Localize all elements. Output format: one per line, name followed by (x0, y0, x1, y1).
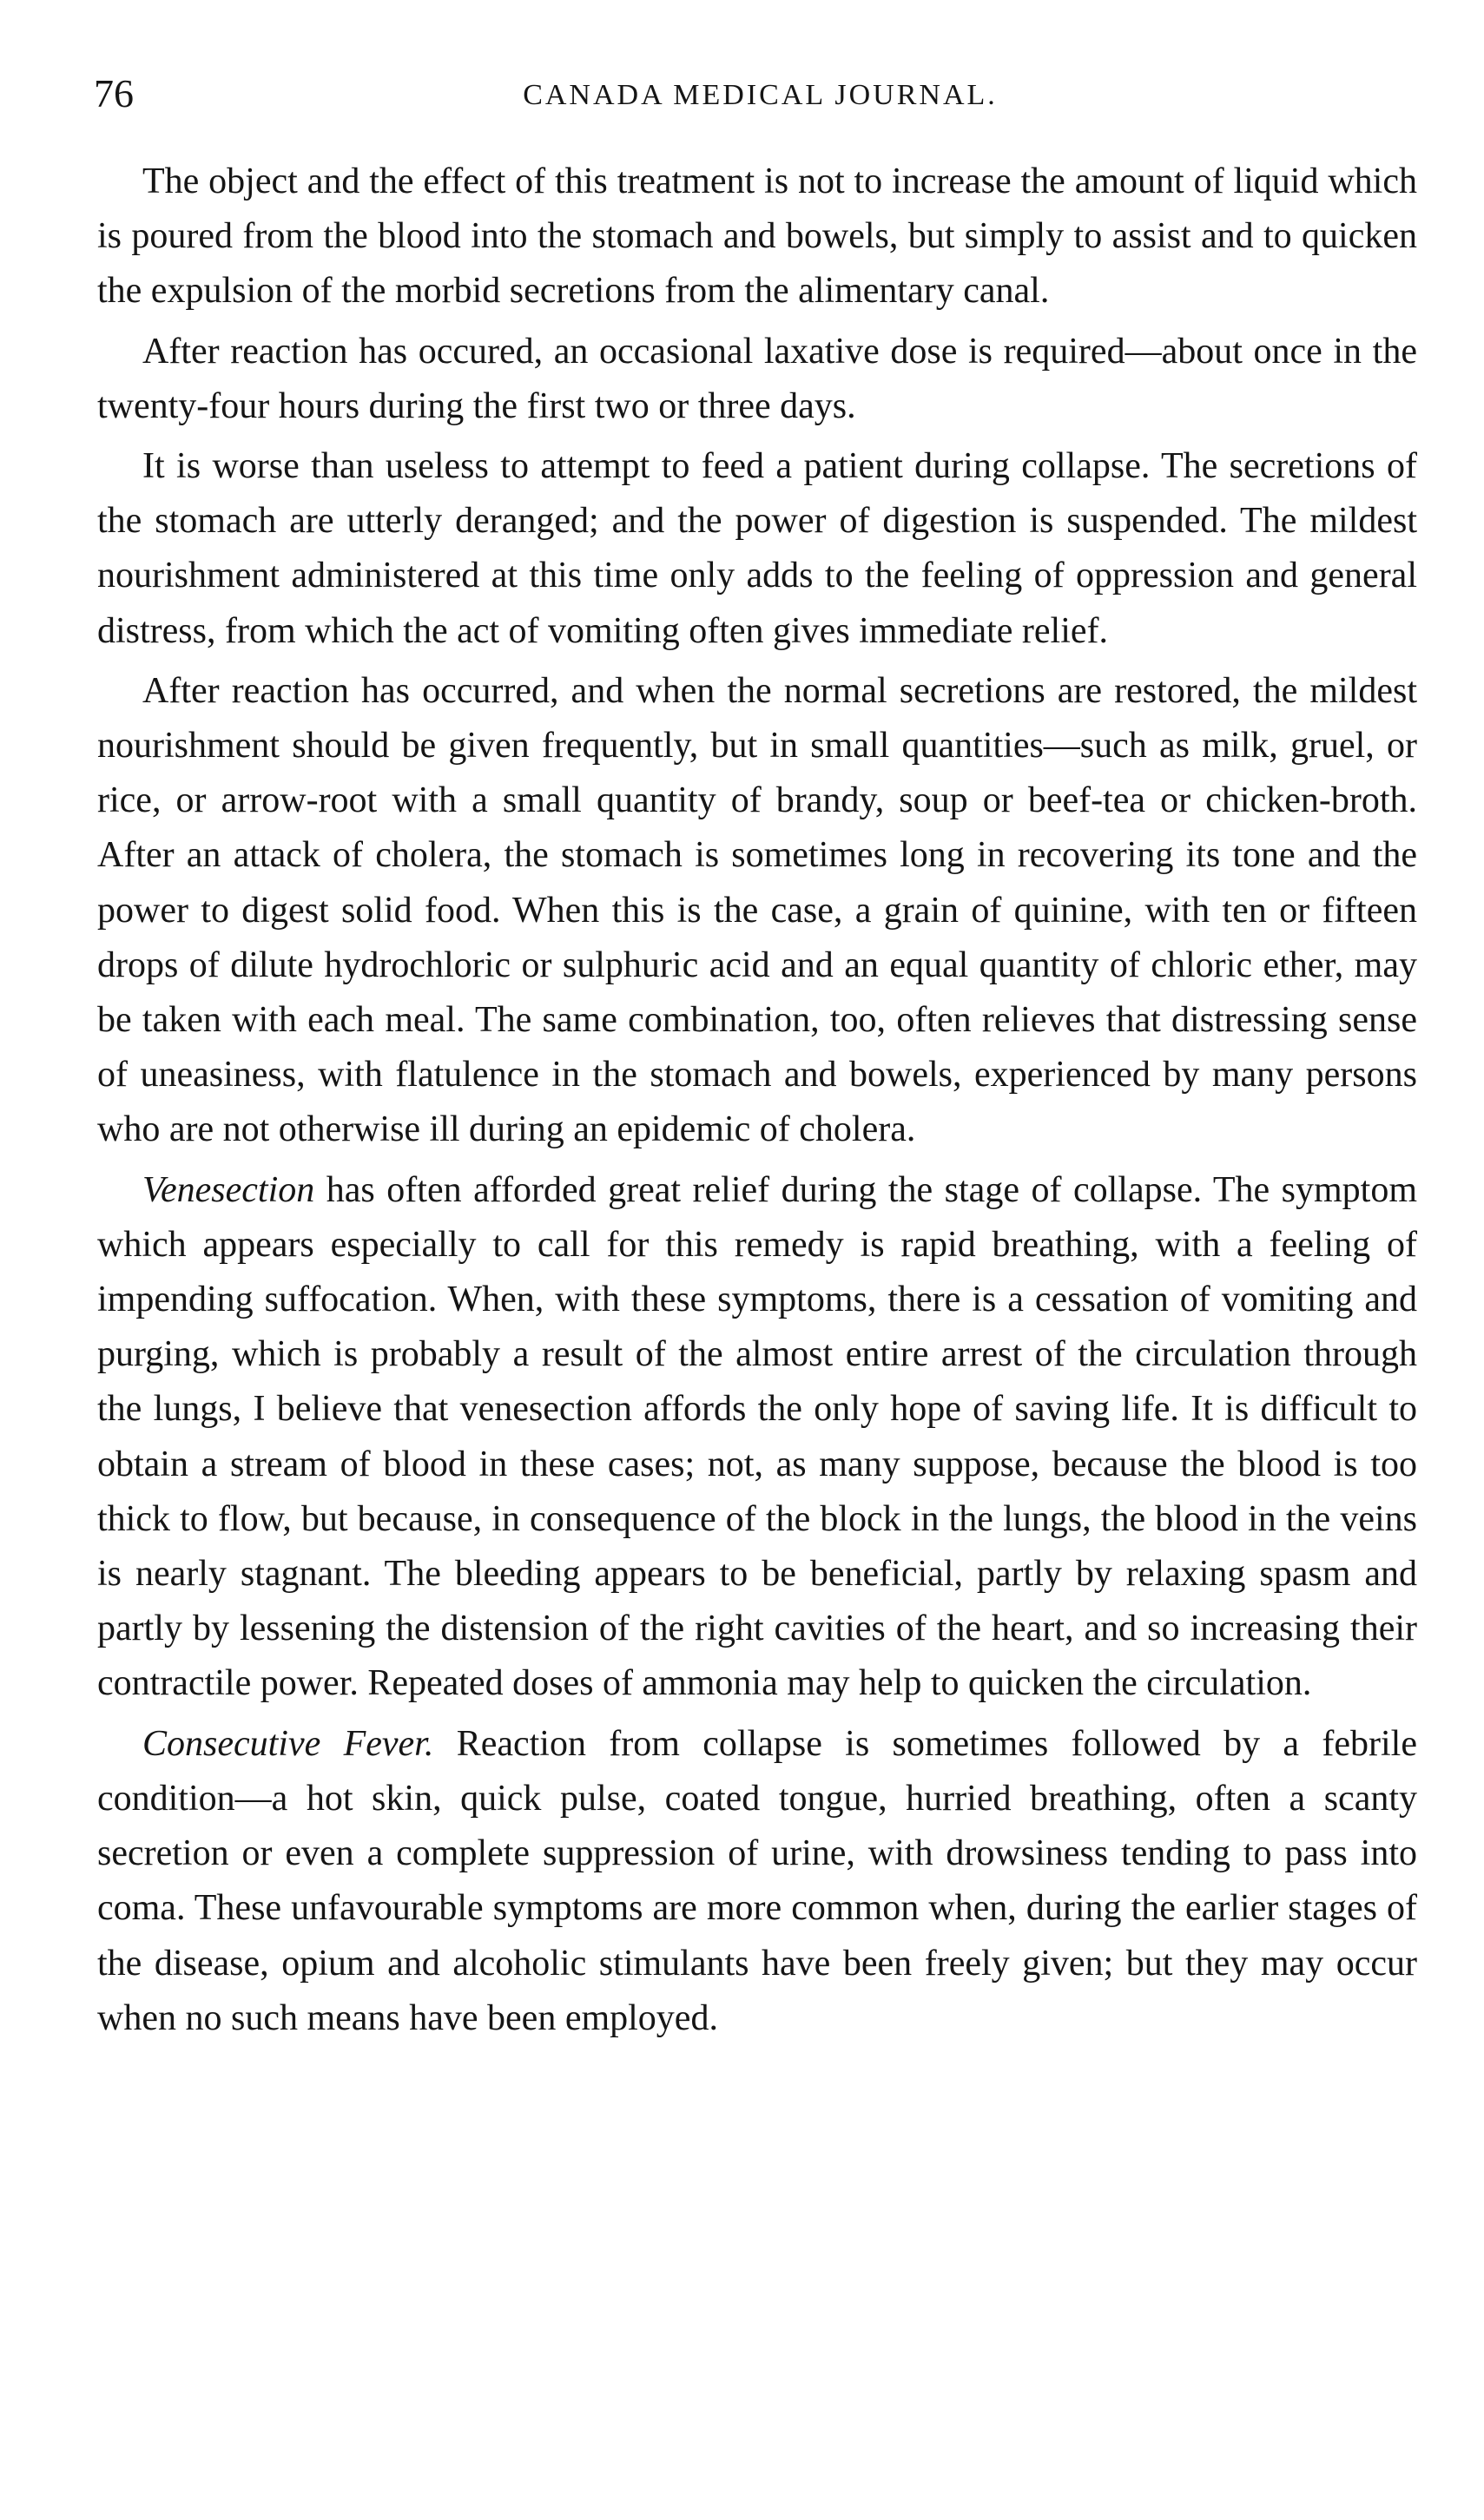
paragraph-text: After reaction has occurred, and when the normal secretions are restored, the mildest nourishment should be given frequently, but in small quantities—such as milk, gruel, or rice, or arrow-root with a small quantity of brandy, soup or beef-tea or chicken-broth. After an attack of cholera, the stomach is sometimes long in recovering its tone and the power to digest solid food. When this is the case, a grain of quinine, with ten or fifteen drops of dilute hydrochloric or sulphuric acid and an equal quantity of chloric ether, may be taken with each meal. The same combination, too, often relieves that distressing sense of uneasiness, with flatulence in the stomach and bowels, experienced by many persons who are not otherwise ill during an epidemic of cholera. (97, 670, 1417, 1150)
paragraph-treatment-object (97, 155, 1417, 319)
body-text (97, 155, 1417, 2051)
paragraph-text: Reaction from collapse is sometimes followed by a febrile condition—a hot skin, quick pulse, coated tongue, hurried breathing, often a scanty secretion or even a complete suppression of urine, with drowsiness tending to pass into coma. These unfavourable symptoms are more common when, during the earlier stages of the disease, opium and alcoholic stimulants have been freely given; but they may occur when no such means have been employed. (97, 1723, 1417, 2038)
paragraph-text: has often afforded great relief during the stage of collapse. The symptom which appears especially to call for this remedy is rapid breathing, with a feeling of impending suffocation. When, with these symptoms, there is a cessation of vomiting and purging, which is probably a result of the almost entire arrest of the circulation through the lungs, I believe that venesection affords the only hope of saving life. It is difficult to obtain a stream of blood in these cases; not, as many suppose, because the blood is too thick to flow, but because, in consequence of the block in the lungs, the blood in the veins is nearly stagnant. The bleeding appears to be beneficial, partly by relaxing spasm and partly by lessening the distension of the right cavities of the heart, and so increasing their contractile power. Repeated doses of ammonia may help to quicken the circulation. (97, 1169, 1418, 1704)
paragraph-venesection (97, 1163, 1417, 1712)
paragraph-lead-venesection: Venesection (142, 1169, 315, 1210)
paragraph-laxative-dose (97, 325, 1417, 434)
running-head (94, 68, 1427, 128)
paragraph-consecutive-fever (97, 1717, 1417, 2046)
paragraph-text: It is worse than useless to attempt to feed a patient during collapse. The secretions of the stomach are utterly deranged; and the power of digestion is suspended. The mildest nourishment administered at this time only adds to the feeling of oppression and general distress, from which the act of vomiting often gives immediate relief. (97, 446, 1417, 651)
paragraph-text: The object and the effect of this treatment is not to increase the amount of liquid which is poured from the blood into the stomach and bowels, but simply to assist and to quicken the expulsion of the morbid secretions from the alimentary canal. (97, 161, 1417, 312)
paragraph-lead-consecutive-fever: Consecutive Fever. (142, 1723, 434, 1764)
paragraph-nourishment (97, 664, 1417, 1158)
journal-title: CANADA MEDICAL JOURNAL. (523, 79, 998, 111)
paragraph-text: After reaction has occured, an occasional laxative dose is required—about once in the twenty-four hours during the first two or three days. (97, 331, 1417, 426)
paragraph-feeding-collapse (97, 439, 1417, 659)
page-number: 76 (94, 71, 134, 115)
